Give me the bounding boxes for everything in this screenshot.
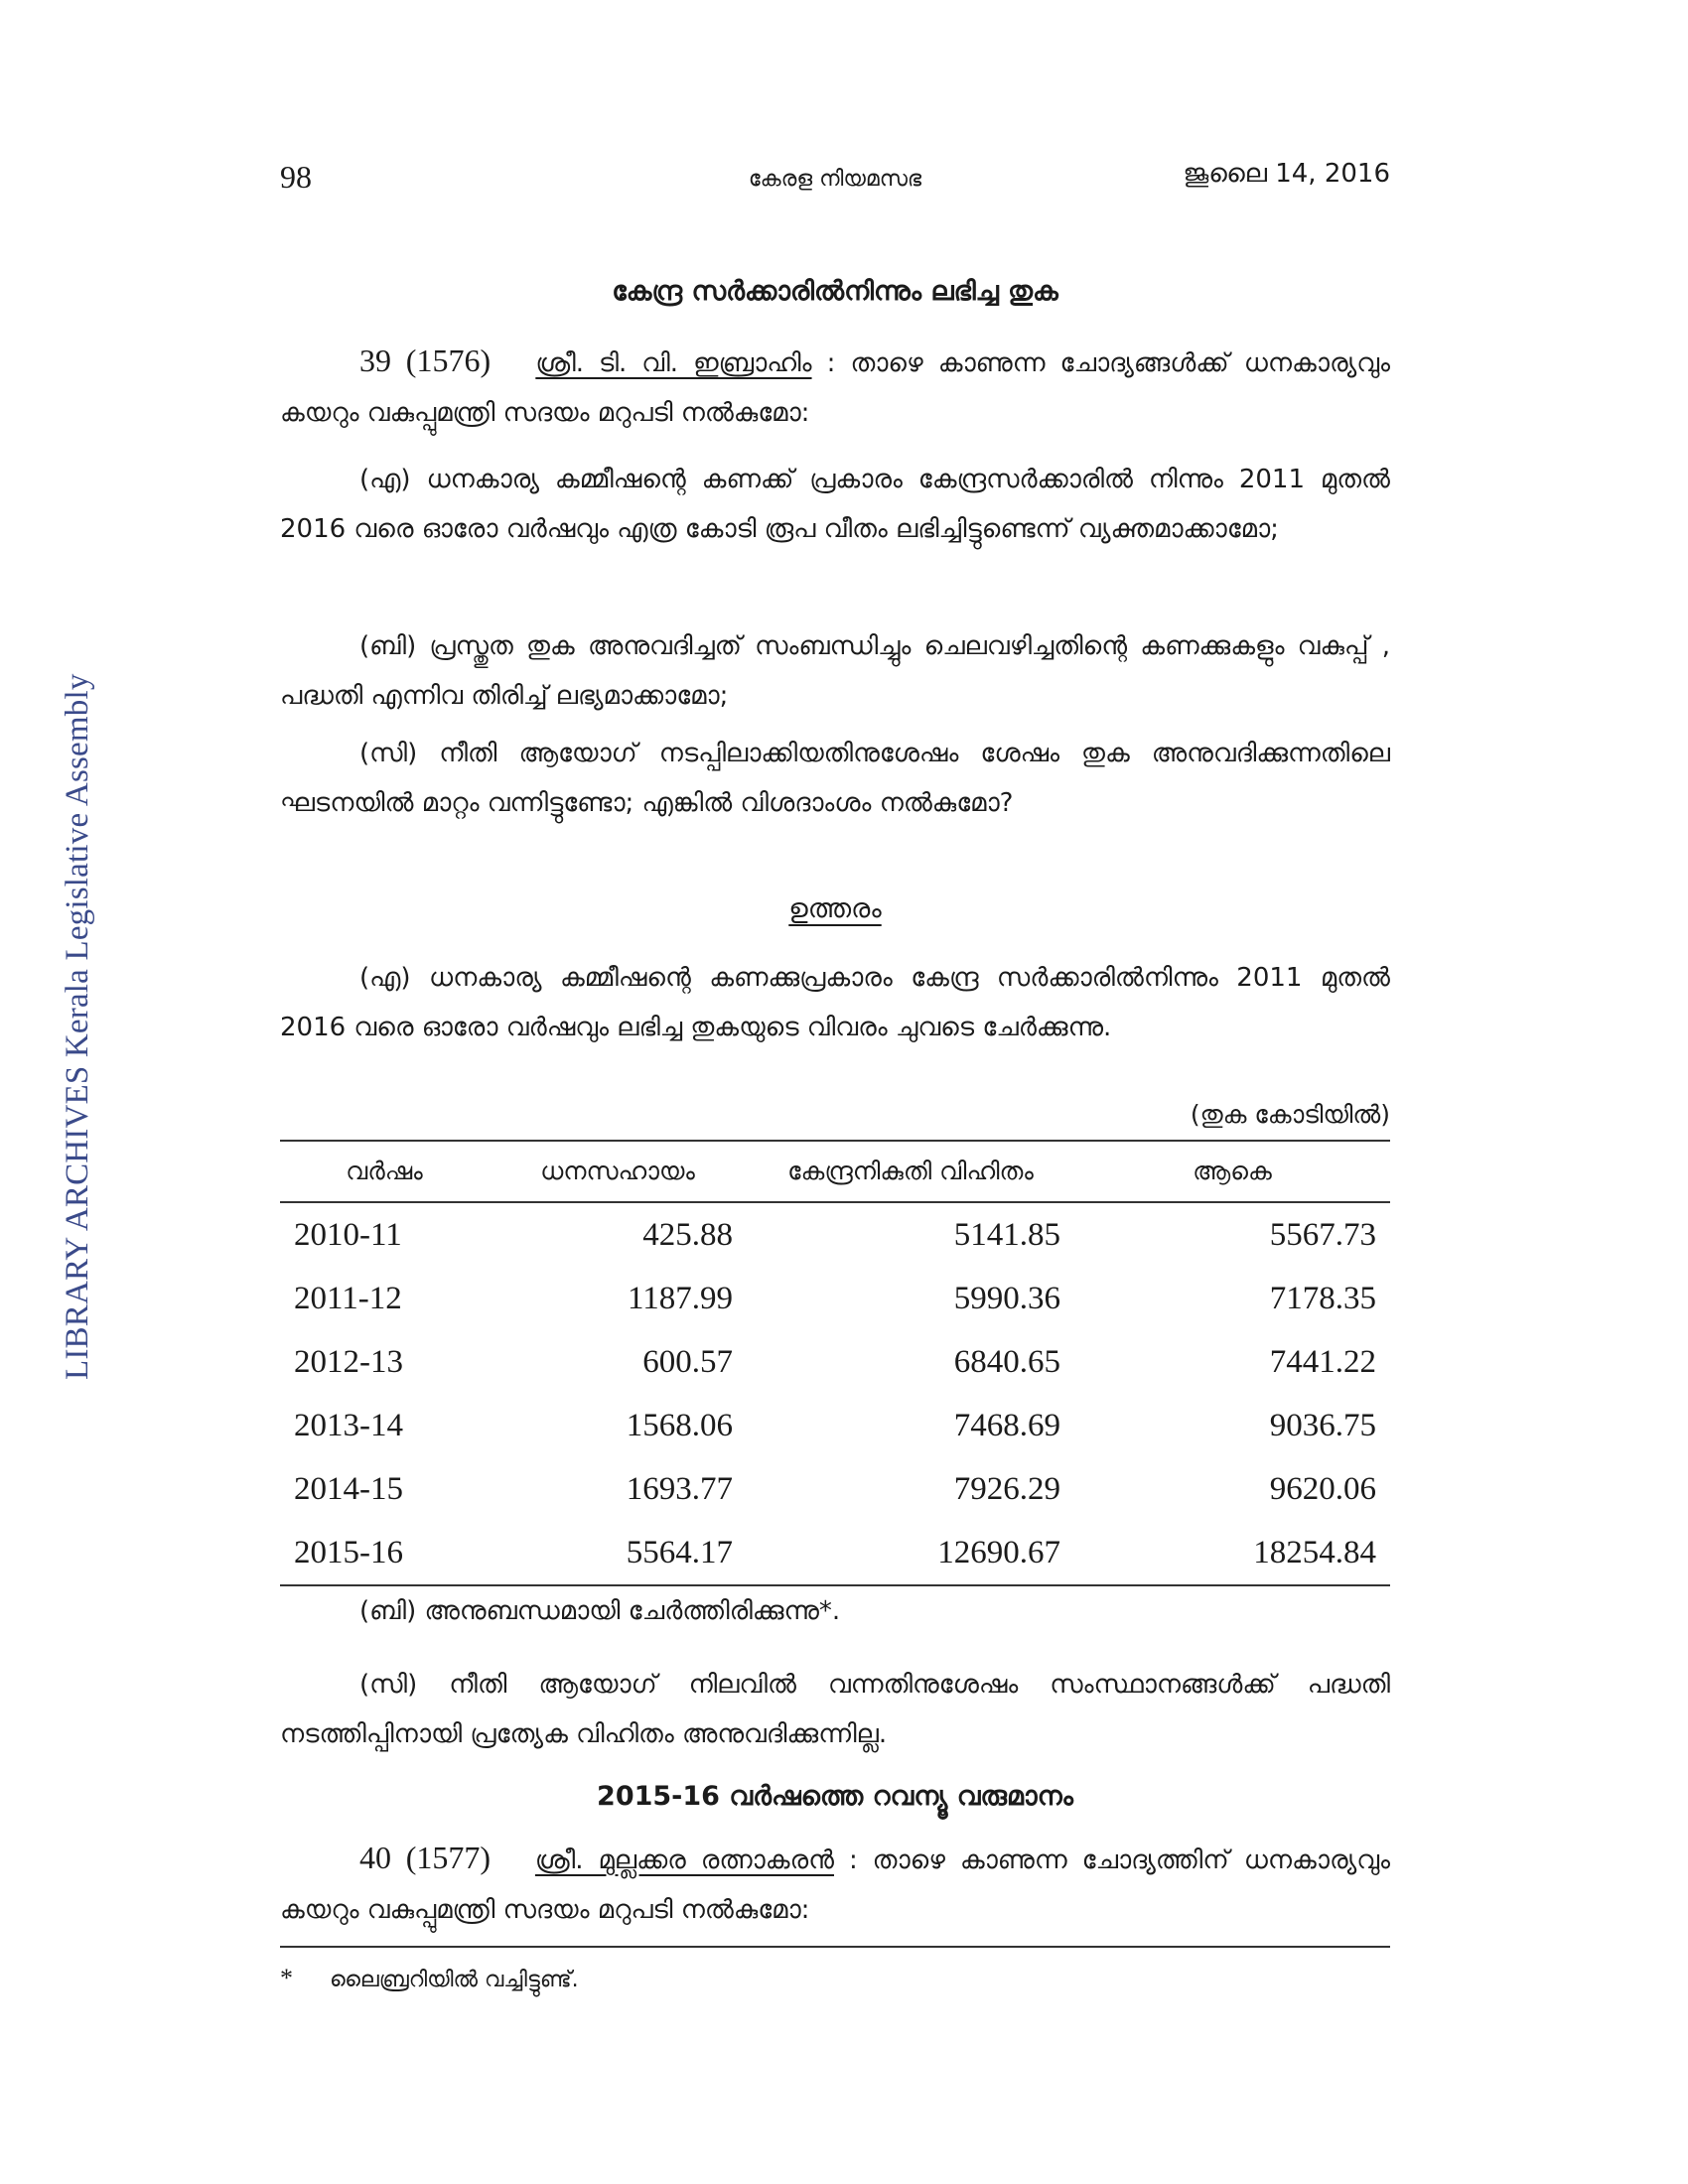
- cell-total: 9036.75: [1269, 1407, 1376, 1443]
- cell-grant: 1187.99: [627, 1280, 733, 1316]
- unit-note: (തുക കോടിയിൽ): [1190, 1100, 1390, 1129]
- q40-intro-text: : താഴെ കാണുന്ന ചോദ്യത്തിന് ധനകാര്യവും കയറും വകുപ്പുമന്ത്രി സദയം മറുപടി നൽകുമോ:: [280, 1845, 1391, 1925]
- table-row: [280, 1394, 1390, 1457]
- table-row: [280, 1330, 1390, 1394]
- footnote-divider: [280, 1946, 1390, 1948]
- q40-intro-paragraph: [280, 1833, 1390, 1935]
- cell-year: 2013-14: [294, 1407, 403, 1443]
- cell-tax-share: 7468.69: [953, 1407, 1060, 1443]
- cell-tax-share: 6840.65: [953, 1343, 1060, 1380]
- column-header-total: ആകെ: [1074, 1141, 1390, 1202]
- q40-heading: 2015-16 വർഷത്തെ റവന്യൂ വരുമാനം: [597, 1781, 1073, 1812]
- column-header-tax-share: കേന്ദ്രനികുതി വിഹിതം: [747, 1141, 1074, 1202]
- q39-part-b-text: (ബി) പ്രസ്തുത തുക അനുവദിച്ചത് സംബന്ധിച്ചും ചെലവഴിച്ചതിന്റെ കണക്കുകളും വകുപ്പ് , പദ്ധതി എന്നിവ തിരിച്ച് ലഭ്യമാക്കാമോ;: [280, 631, 1390, 711]
- q39-intro-paragraph: [280, 336, 1390, 438]
- footnote: [280, 1964, 579, 1993]
- q39-part-c-text: (സി) നീതി ആയോഗ് നടപ്പിലാക്കിയതിനുശേഷം ശേഷം തുക അനുവദിക്കുന്നതിലെ ഘടനയിൽ മാറ്റം വന്നിട്ടുണ്ടോ; എങ്കിൽ വിശദാംശം നൽകുമോ?: [280, 739, 1390, 818]
- cell-tax-share: 12690.67: [937, 1534, 1060, 1570]
- q39-member-name: ശ്രീ. ടി. വി. ഇബ്രാഹിം: [535, 348, 812, 378]
- cell-total: 5567.73: [1269, 1216, 1376, 1253]
- cell-total: 18254.84: [1253, 1534, 1376, 1570]
- table-row: [280, 1521, 1390, 1585]
- cell-year: 2015-16: [294, 1534, 403, 1570]
- cell-tax-share: 5141.85: [953, 1216, 1060, 1253]
- table-row: [280, 1202, 1390, 1267]
- q39-intro-text: : താഴെ കാണുന്ന ചോദ്യങ്ങൾക്ക് ധനകാര്യവും കയറും വകുപ്പുമന്ത്രി സദയം മറുപടി നൽകുമോ:: [280, 348, 1391, 428]
- table-row: [280, 1267, 1390, 1330]
- cell-year: 2012-13: [294, 1343, 403, 1380]
- column-header-year: വർഷം: [280, 1141, 489, 1202]
- table-header-row: [280, 1141, 1390, 1202]
- footnote-mark: *: [280, 1964, 293, 1992]
- cell-grant: 425.88: [642, 1216, 733, 1253]
- cell-tax-share: 7926.29: [953, 1470, 1060, 1507]
- table-row: [280, 1457, 1390, 1521]
- cell-grant: 1568.06: [626, 1407, 733, 1443]
- archive-watermark: LIBRARY ARCHIVES Kerala Legislative Assembly: [60, 673, 95, 1380]
- answer-part-b: [280, 1586, 1390, 1636]
- answer-part-b-text: (ബി) അനുബന്ധമായി ചേർത്തിരിക്കുന്നു*.: [359, 1596, 841, 1626]
- q39-heading: കേന്ദ്ര സർക്കാരിൽനിന്നും ലഭിച്ച തുക: [612, 276, 1058, 307]
- header-date: ജൂലൈ 14, 2016: [1183, 159, 1390, 189]
- answer-part-a: [280, 953, 1390, 1052]
- cell-year: 2014-15: [294, 1470, 403, 1507]
- cell-grant: 600.57: [642, 1343, 733, 1380]
- footnote-text: ലൈബ്രറിയിൽ വച്ചിട്ടുണ്ട്.: [330, 1968, 579, 1992]
- running-title: കേരള നിയമസഭ: [748, 167, 922, 192]
- q40-member-name: ശ്രീ. മുല്ലക്കര രത്നാകരൻ: [534, 1845, 834, 1875]
- answer-title: [280, 893, 1390, 925]
- q39-part-c: [280, 729, 1390, 828]
- cell-grant: 5564.17: [626, 1534, 733, 1570]
- q39-number: 39 (1576): [359, 342, 492, 378]
- page-number: 98: [280, 159, 312, 195]
- cell-total: 7441.22: [1269, 1343, 1376, 1380]
- cell-total: 7178.35: [1269, 1280, 1376, 1316]
- page-header: [280, 159, 1390, 205]
- cell-grant: 1693.77: [626, 1470, 733, 1507]
- column-header-grant: ധനസഹായം: [489, 1141, 747, 1202]
- q39-part-b: [280, 621, 1390, 721]
- answer-title-text: ഉത്തരം: [788, 893, 882, 924]
- q39-part-a-text: (എ) ധനകാര്യ കമ്മീഷന്റെ കണക്ക് പ്രകാരം കേന്ദ്രസർക്കാരിൽ നിന്നും 2011 മുതൽ 2016 വരെ ഓരോ വർഷവും എത്ര കോടി രൂപ വീതം ലഭിച്ചിട്ടുണ്ടെന്ന് വ്യക്തമാക്കാമോ;: [280, 465, 1390, 544]
- q40-number: 40 (1577): [359, 1840, 492, 1875]
- revenue-table: [280, 1140, 1390, 1586]
- answer-part-c: [280, 1660, 1390, 1759]
- cell-tax-share: 5990.36: [953, 1280, 1060, 1316]
- q39-part-a: [280, 455, 1390, 554]
- cell-year: 2010-11: [294, 1216, 402, 1253]
- cell-total: 9620.06: [1269, 1470, 1376, 1507]
- answer-part-c-text: (സി) നീതി ആയോഗ് നിലവിൽ വന്നതിനുശേഷം സംസ്ഥാനങ്ങൾക്ക് പദ്ധതി നടത്തിപ്പിനായി പ്രത്യേക വിഹിതം അനുവദിക്കുന്നില്ല.: [280, 1670, 1390, 1749]
- answer-part-a-text: (എ) ധനകാര്യ കമ്മീഷന്റെ കണക്കുപ്രകാരം കേന്ദ്ര സർക്കാരിൽനിന്നും 2011 മുതൽ 2016 വരെ ഓരോ വർഷവും ലഭിച്ച തുകയുടെ വിവരം ചുവടെ ചേർക്കുന്നു.: [280, 963, 1390, 1042]
- cell-year: 2011-12: [294, 1280, 402, 1316]
